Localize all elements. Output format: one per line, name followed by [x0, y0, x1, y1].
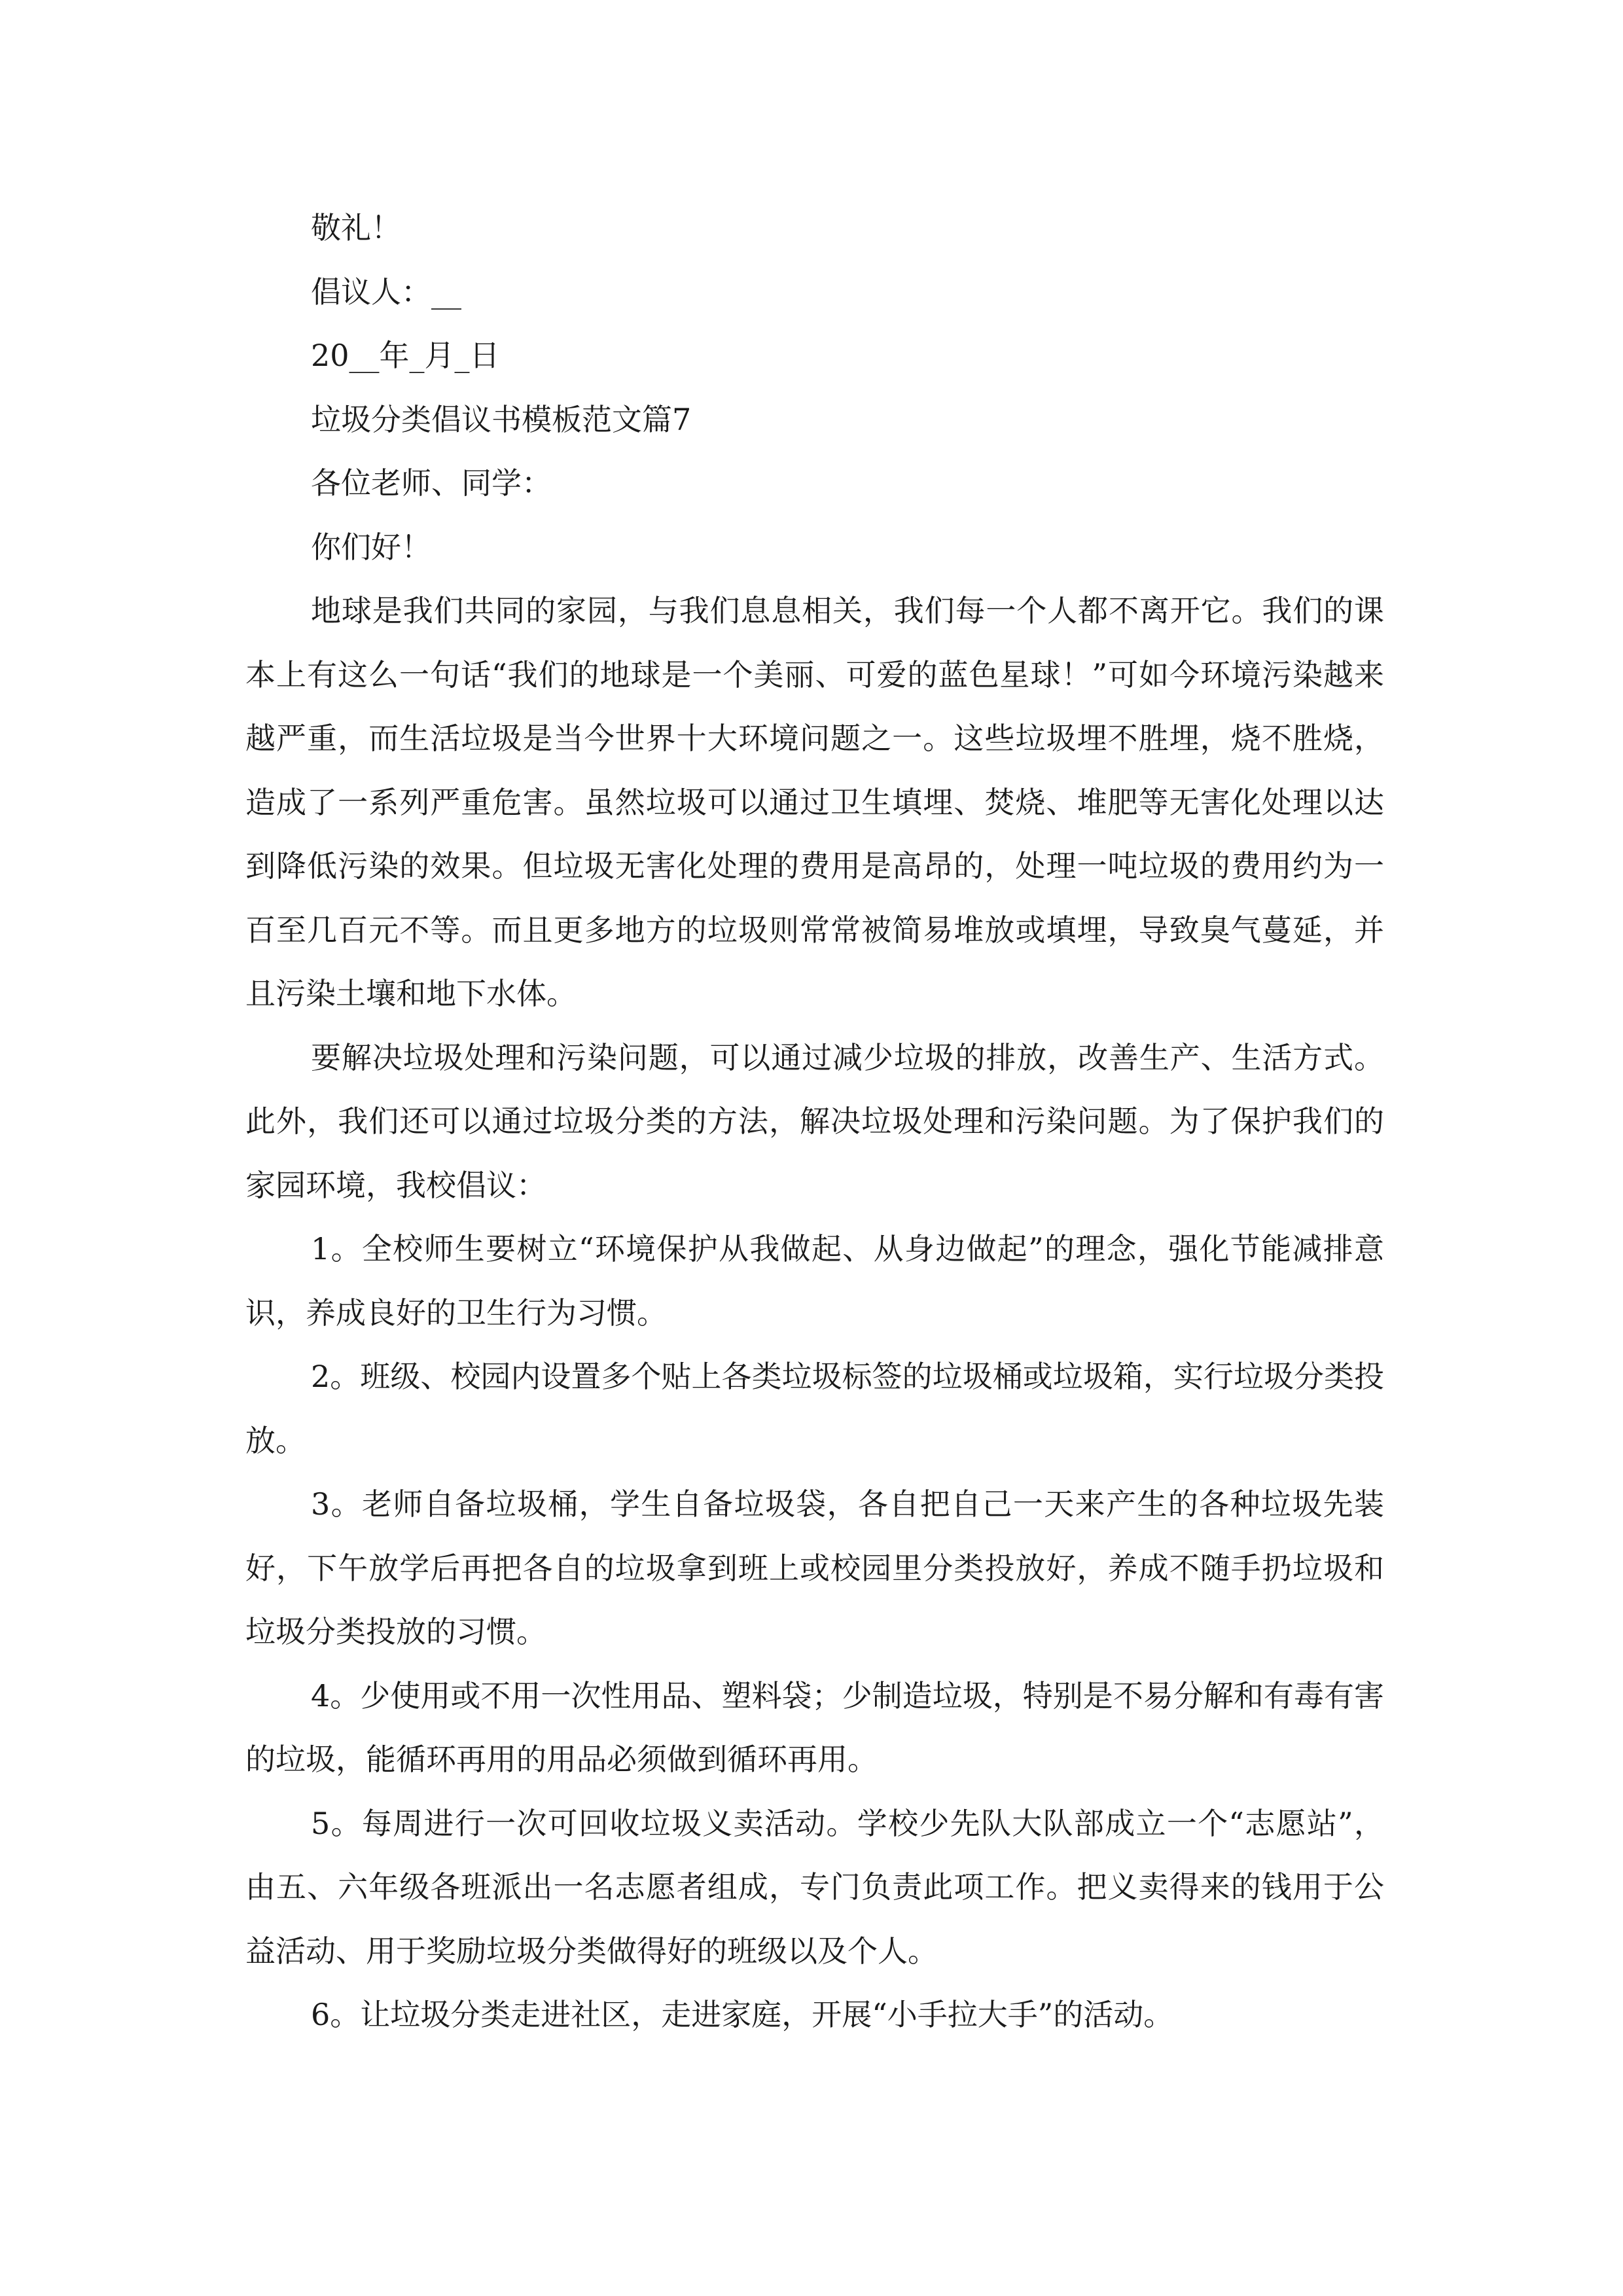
section-title: 垃圾分类倡议书模板范文篇7	[311, 401, 692, 437]
closing-line: 敬礼！	[311, 210, 401, 245]
paragraph-proposal: 要解决垃圾处理和污染问题，可以通过减少垃圾的排放，改善生产、生活方式。此外，我们还可以通过垃圾分类的方法，解决垃圾处理和污染问题。为了保护我们的家园环境，我校倡议：	[245, 1039, 1384, 1203]
paragraph-intro: 地球是我们共同的家园，与我们息息相关，我们每一个人都不离开它。我们的课本上有这么一句话“我们的地球是一个美丽、可爱的蓝色星球！”可如今环境污染越来越严重，而生活垃圾是当今世界十大环境问题之一。这些垃圾埋不胜埋，烧不胜烧，造成了一系列严重危害。虽然垃圾可以通过卫生填埋、焚烧、堆肥等无害化处理以达到降低污染的效果。但垃圾无害化处理的费用是高昂的，处理一吨垃圾的费用约为一百至几百元不等。而且更多地方的垃圾则常常被简易堆放或填埋，导致臭气蔓延，并且污染土壤和地下水体。	[245, 593, 1384, 1011]
greeting-line: 你们好！	[311, 529, 431, 565]
proposal-item-5: 5。每周进行一次可回收垃圾义卖活动。学校少先队大队部成立一个“志愿站”，由五、六年级各班派出一名志愿者组成，专门负责此项工作。把义卖得来的钱用于公益活动、用于奖励垃圾分类做得好的班级以及个人。	[245, 1805, 1384, 1969]
proposal-item-6: 6。让垃圾分类走进社区，走进家庭，开展“小手拉大手”的活动。	[311, 1997, 1174, 2032]
proposal-item-1: 1。全校师生要树立“环境保护从我做起、从身边做起”的理念，强化节能减排意识，养成良好的卫生行为习惯。	[245, 1231, 1384, 1331]
proposer-line: 倡议人：__	[311, 274, 461, 310]
date-line: 20__年_月_日	[311, 338, 500, 373]
proposal-item-2: 2。班级、校园内设置多个贴上各类垃圾标签的垃圾桶或垃圾箱，实行垃圾分类投放。	[245, 1359, 1384, 1458]
salutation-line: 各位老师、同学：	[311, 465, 552, 501]
document-body	[245, 196, 1384, 2047]
proposal-item-3: 3。老师自备垃圾桶，学生自备垃圾袋，各自把自己一天来产生的各种垃圾先装好，下午放学后再把各自的垃圾拿到班上或校园里分类投放好，养成不随手扔垃圾和垃圾分类投放的习惯。	[245, 1486, 1384, 1649]
proposal-item-4: 4。少使用或不用一次性用品、塑料袋；少制造垃圾，特别是不易分解和有毒有害的垃圾，能循环再用的用品必须做到循环再用。	[245, 1677, 1384, 1777]
